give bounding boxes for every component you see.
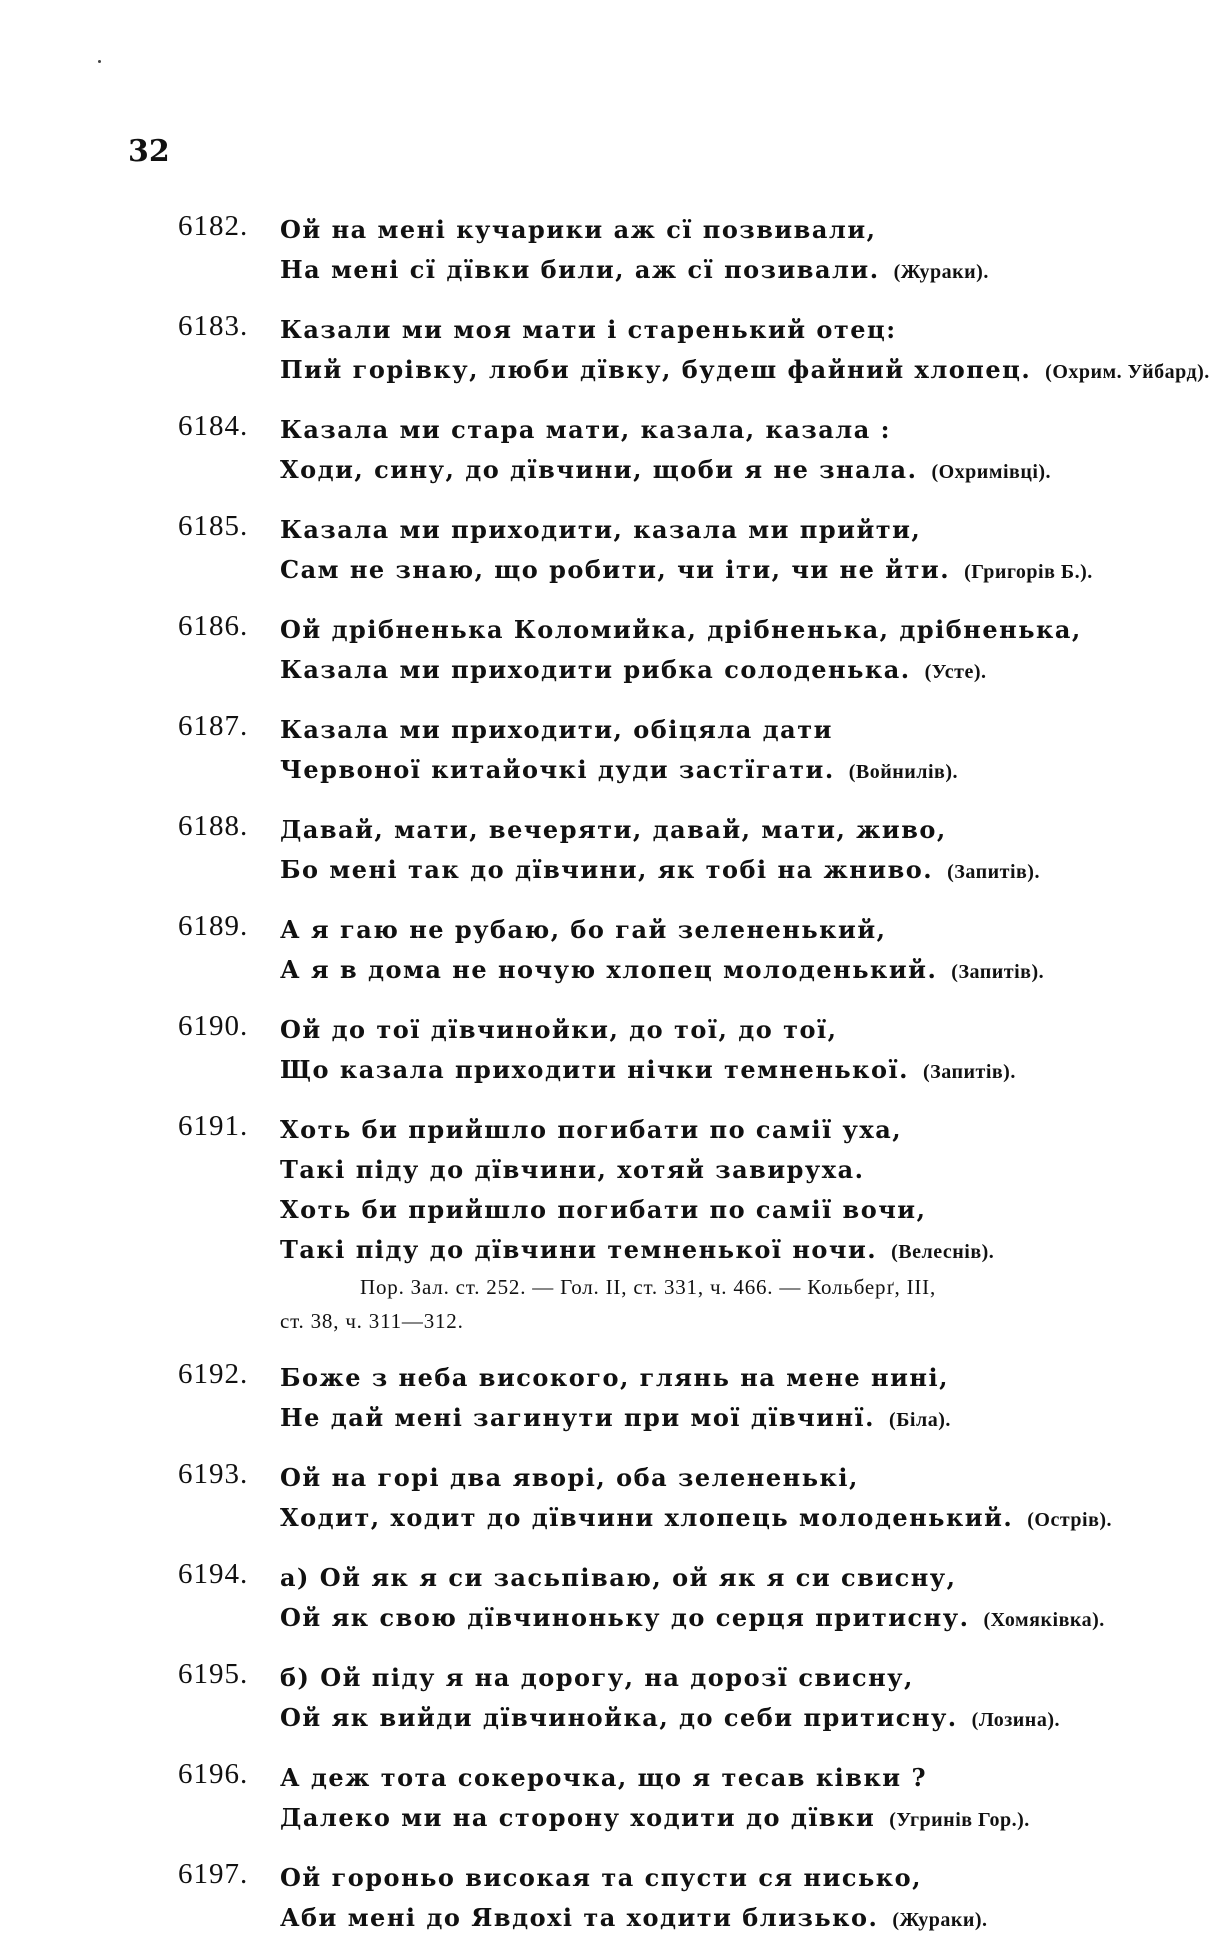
- song-line-text: Сам не знаю, що робити, чи іти, чи не йти.: [280, 555, 951, 584]
- song-line-last: [280, 750, 1140, 790]
- song-source: (Жураки).: [892, 1909, 988, 1931]
- song-entry: [0, 210, 1140, 290]
- song-line-last: [280, 1498, 1140, 1538]
- reference-note: [0, 1270, 1140, 1338]
- song-line-text: Не дай мені загинути при мої дївчинї.: [280, 1403, 876, 1432]
- song-number: 6192.: [178, 1358, 249, 1390]
- song-line: Казала ми стара мати, казала, казала :: [280, 415, 891, 444]
- song-entry: [0, 1658, 1140, 1738]
- song-entry: [0, 1358, 1140, 1438]
- song-line-text: Казала ми приходити рибка солоденька.: [280, 655, 911, 684]
- song-source: (Охрим. Уйбард).: [1045, 361, 1210, 383]
- song-line: Ой на горі два яворі, оба зелененькі,: [280, 1463, 859, 1492]
- song-line-text: Ходи, сину, до дївчини, щоби я не знала.: [280, 455, 918, 484]
- song-line-text: Ходит, ходит до дївчини хлопець молоденький.: [280, 1503, 1014, 1532]
- song-source: (Запитів).: [951, 961, 1045, 983]
- song-line: Ой на мені кучарики аж сї позвивали,: [280, 215, 877, 244]
- song-source: (Григорів Б.).: [964, 561, 1093, 583]
- song-line-last: [280, 650, 1140, 690]
- song-number: 6185.: [178, 510, 249, 542]
- song-line: Хоть би прийшло погибати по самії уха,: [280, 1115, 903, 1144]
- song-source: (Біла).: [889, 1409, 951, 1431]
- song-line-text: Червоної китайочкі дуди застїгати.: [280, 755, 835, 784]
- song-source: (Охримівці).: [931, 461, 1052, 483]
- song-number: 6186.: [178, 610, 249, 642]
- page-mark: [98, 60, 101, 63]
- song-entry: [0, 1758, 1140, 1838]
- song-source: (Усте).: [924, 661, 987, 683]
- song-line: а) Ой як я си засьпіваю, ой як я си свисну,: [280, 1563, 957, 1592]
- song-entry: [0, 710, 1140, 790]
- song-line-last: [280, 1230, 1140, 1270]
- song-line-last: [280, 1798, 1140, 1838]
- song-line-last: [280, 1598, 1140, 1638]
- reference-note-line: Пор. Зал. ст. 252. — Гол. II, ст. 331, ч. 466. — Кольберґ, III,: [360, 1275, 937, 1299]
- song-number: 6182.: [178, 210, 249, 242]
- song-entry: [0, 1558, 1140, 1638]
- page-number: 32: [128, 134, 170, 169]
- song-line-last: [280, 250, 1140, 290]
- song-list: [0, 210, 1210, 1958]
- song-line: Ой до тої дївчинойки, до тої, до тої,: [280, 1015, 838, 1044]
- song-number: 6188.: [178, 810, 249, 842]
- song-line-last: [280, 850, 1140, 890]
- song-number: 6195.: [178, 1658, 249, 1690]
- song-number: 6190.: [178, 1010, 249, 1042]
- song-number: 6194.: [178, 1558, 249, 1590]
- song-line: Казали ми моя мати і старенький отец:: [280, 315, 897, 344]
- song-line: Хоть би прийшло погибати по самії вочи,: [280, 1195, 927, 1224]
- song-line: б) Ой піду я на дорогу, на дорозї свисну,: [280, 1663, 914, 1692]
- song-source: (Острів).: [1027, 1509, 1113, 1531]
- song-line-last: [280, 350, 1210, 390]
- song-line-text: Аби мені до Явдохі та ходити близько.: [280, 1903, 879, 1932]
- song-entry: [0, 810, 1140, 890]
- song-line: Такі піду до дївчини, хотяй завируха.: [280, 1155, 865, 1184]
- song-line-text: Ой як вийди дївчинойка, до себи притисну.: [280, 1703, 958, 1732]
- song-line: Ой гороньо високая та спусти ся нисько,: [280, 1863, 922, 1892]
- song-number: 6196.: [178, 1758, 249, 1790]
- song-line-text: Пий горівку, люби дївку, будеш файний хлопец.: [280, 355, 1032, 384]
- song-line-last: [280, 1898, 1140, 1938]
- song-line-last: [280, 1398, 1140, 1438]
- song-entry: [0, 1110, 1140, 1338]
- song-line-text: На мені сї дївки били, аж сї позивали.: [280, 255, 880, 284]
- song-line-last: [280, 950, 1140, 990]
- song-number: 6189.: [178, 910, 249, 942]
- song-source: (Запитів).: [947, 861, 1040, 883]
- song-number: 6193.: [178, 1458, 249, 1490]
- song-line-last: [280, 1050, 1140, 1090]
- song-entry: [0, 1458, 1140, 1538]
- song-line-last: [280, 450, 1140, 490]
- song-number: 6183.: [178, 310, 249, 342]
- song-line-text: Що казала приходити нічки темненької.: [280, 1055, 909, 1084]
- song-source: (Жураки).: [893, 261, 989, 283]
- song-source: (Запитів).: [923, 1061, 1016, 1083]
- song-entry: [0, 910, 1140, 990]
- song-source: (Хомяківка).: [983, 1609, 1105, 1631]
- song-source: (Лозина).: [971, 1709, 1060, 1731]
- song-entry: [0, 310, 1210, 390]
- song-number: 6197.: [178, 1858, 249, 1890]
- song-line-text: А я в дома не ночую хлопец молоденький.: [280, 955, 938, 984]
- song-line-last: [280, 550, 1140, 590]
- song-number: 6187.: [178, 710, 249, 742]
- song-line: Казала ми приходити, казала ми прийти,: [280, 515, 922, 544]
- song-line-text: Далеко ми на сторону ходити до дївки: [280, 1803, 876, 1832]
- song-entry: [0, 1010, 1140, 1090]
- song-number: 6184.: [178, 410, 249, 442]
- reference-note-line: ст. 38, ч. 311—312.: [280, 1309, 464, 1333]
- song-entry: [0, 610, 1140, 690]
- song-line: Ой дрібненька Коломийка, дрібненька, дрібненька,: [280, 615, 1082, 644]
- song-entry: [0, 410, 1140, 490]
- song-entry: [0, 510, 1140, 590]
- song-line: А я гаю не рубаю, бо гай зелененький,: [280, 915, 887, 944]
- song-line: Давай, мати, вечеряти, давай, мати, живо,: [280, 815, 947, 844]
- song-number: 6191.: [178, 1110, 249, 1142]
- song-line: Казала ми приходити, обіцяла дати: [280, 715, 833, 744]
- song-line-text: Бо мені так до дївчини, як тобі на жниво.: [280, 855, 934, 884]
- song-line-last: [280, 1698, 1140, 1738]
- song-line: Боже з неба високого, глянь на мене нині,: [280, 1363, 949, 1392]
- song-line: А деж тота сокерочка, що я тесав ківки ?: [280, 1763, 928, 1792]
- song-source: (Войнилів).: [848, 761, 959, 783]
- song-line-text: Такі піду до дївчини темненької ночи.: [280, 1235, 878, 1264]
- song-entry: [0, 1858, 1140, 1938]
- song-line-text: Ой як свою дївчиноньку до серця притисну.: [280, 1603, 970, 1632]
- song-source: (Велеснів).: [891, 1241, 995, 1263]
- song-source: (Угринів Гор.).: [889, 1809, 1030, 1831]
